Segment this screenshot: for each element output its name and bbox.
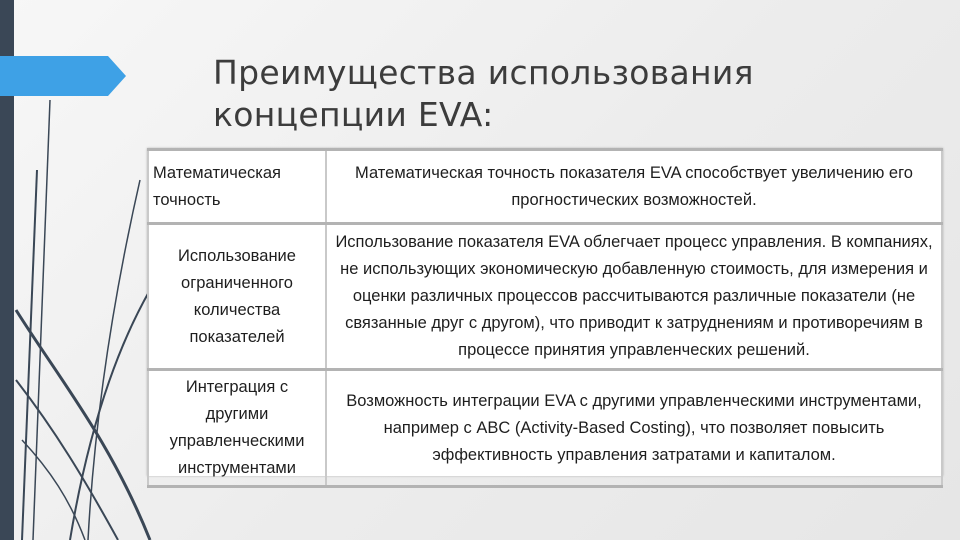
deco-line [16, 380, 118, 540]
title-line: концепции EVA: [213, 95, 494, 134]
slide-title [213, 52, 754, 136]
table-row [148, 224, 942, 370]
advantages-table [147, 148, 943, 476]
title-line: Преимущества использования [213, 53, 754, 92]
criterion-cell: Математическая точность [148, 150, 326, 224]
deco-line [33, 100, 50, 540]
table-row [148, 150, 942, 224]
description-cell: Возможность интеграции EVA с другими управленческими инструментами, например с ABC (Activity-Based Costing), что позволяет повысить эффективность управления затратами и капиталом. [326, 370, 942, 487]
criterion-cell: Использование ограниченного количества показателей [148, 224, 326, 370]
deco-line [22, 440, 85, 540]
description-cell: Математическая точность показателя EVA способствует увеличению его прогностических возможностей. [326, 150, 942, 224]
criterion-cell: Интеграция с другими управленческими инструментами [148, 370, 326, 487]
deco-line [16, 310, 150, 540]
arrow-tab [0, 56, 130, 96]
description-cell: Использование показателя EVA облегчает процесс управления. В компаниях, не использующих экономическую добавленную стоимость, для измерения и оценки различных процессов рассчитываются различные показатели (не связанные друг с другом), что приводит к затруднениям и противоречиям в процессе принятия управленческих решений. [326, 224, 942, 370]
deco-line [70, 290, 150, 540]
table-row [148, 370, 942, 487]
deco-line [88, 180, 140, 540]
